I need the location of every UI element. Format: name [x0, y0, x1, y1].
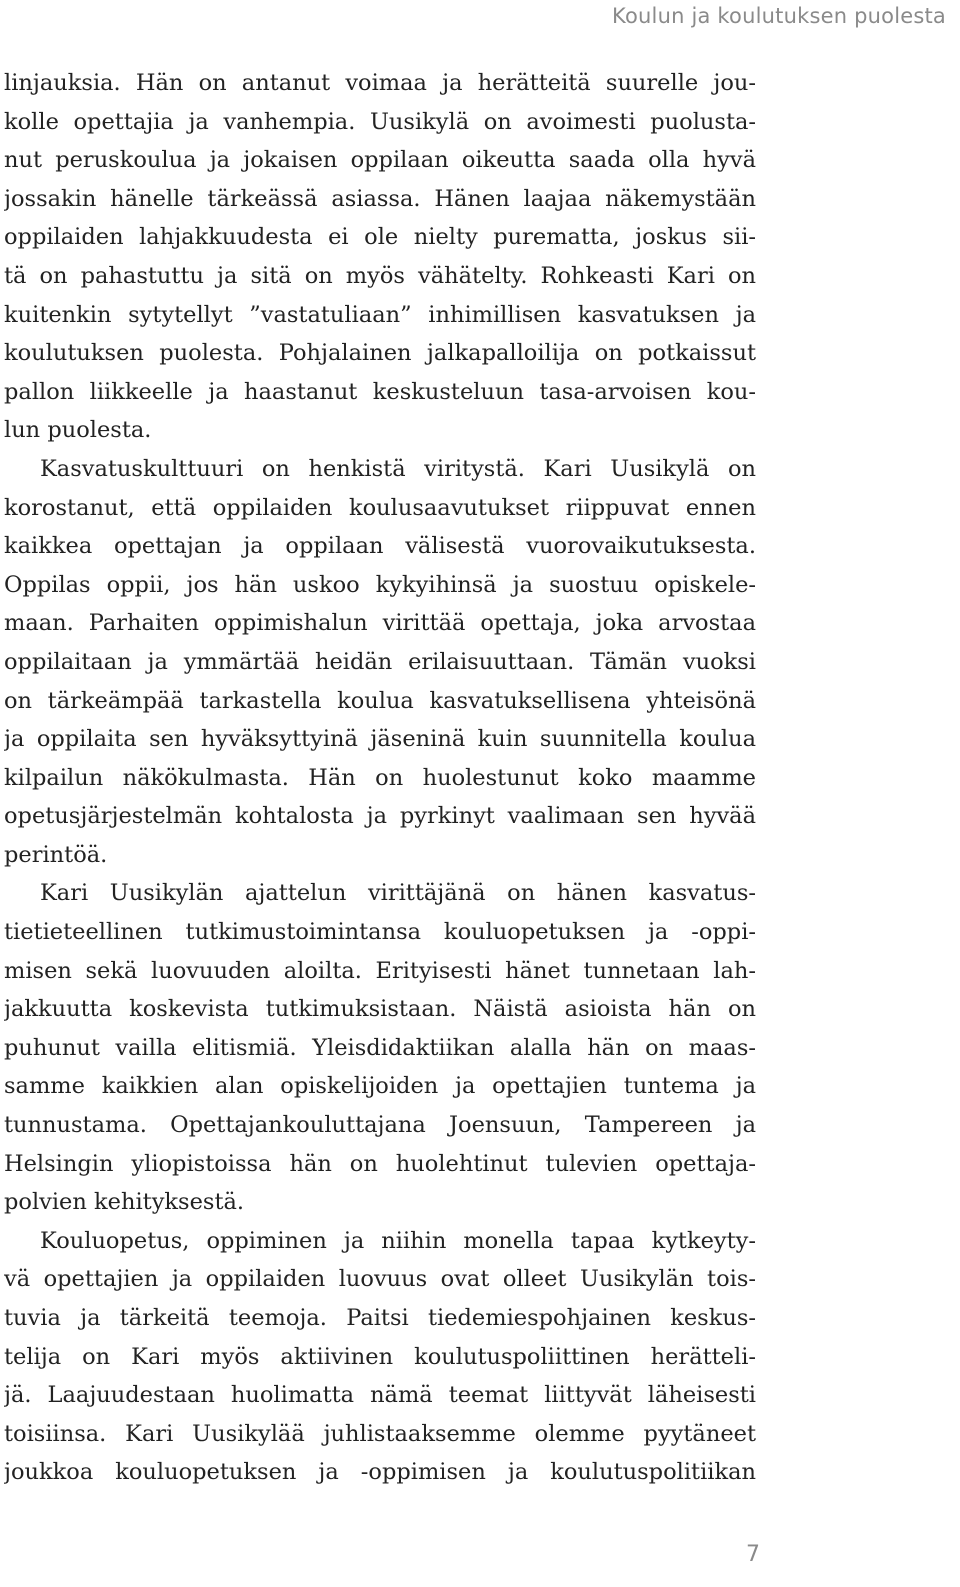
text-line: telija on Kari myös aktiivinen koulutuspoliittinen herätteli-: [4, 1343, 756, 1370]
text-line: Kasvatuskulttuuri on henkistä viritystä. Kari Uusikylä on: [40, 455, 756, 482]
text-line: tunnustama. Opettajankouluttajana Joensuun, Tampereen ja: [4, 1112, 756, 1139]
text-line: nut peruskoulua ja jokaisen oppilaan oikeutta saada olla hyvä: [4, 147, 756, 174]
text-line: pallon liikkeelle ja haastanut keskusteluun tasa-arvoisen kou-: [4, 378, 756, 405]
text-line: puhunut vailla elitismiä. Yleisdidaktiikan alalla hän on maas-: [4, 1034, 756, 1061]
text-line: polvien kehityksestä.: [4, 1189, 245, 1216]
body-text: [4, 64, 756, 1492]
text-line: kolle opettajia ja vanhempia. Uusikylä on avoimesti puolusta-: [4, 108, 756, 135]
text-line: joukkoa kouluopetuksen ja -oppimisen ja koulutuspolitiikan: [4, 1459, 756, 1486]
text-line: oppilaitaan ja ymmärtää heidän erilaisuuttaan. Tämän vuoksi: [4, 648, 756, 675]
text-line: perintöä.: [4, 841, 108, 868]
text-line: Helsingin yliopistoissa hän on huolehtinut tulevien opettaja-: [4, 1150, 756, 1177]
text-line: opetusjärjestelmän kohtalosta ja pyrkinyt vaalimaan sen hyvää: [4, 803, 756, 830]
text-line: misen sekä luovuuden aloilta. Erityisesti hänet tunnetaan lah-: [4, 957, 756, 984]
page-number: 7: [746, 1542, 760, 1567]
text-line: kaikkea opettajan ja oppilaan välisestä vuorovaikutuksesta.: [4, 533, 756, 560]
text-line: jossakin hänelle tärkeässä asiassa. Hänen laajaa näkemystään: [4, 185, 756, 212]
text-line: linjauksia. Hän on antanut voimaa ja herätteitä suurelle jou-: [4, 70, 756, 96]
text-line: tuvia ja tärkeitä teemoja. Paitsi tiedemiespohjainen keskus-: [4, 1305, 756, 1331]
text-line: tä on pahastuttu ja sitä on myös vähätelty. Rohkeasti Kari on: [4, 262, 756, 289]
text-line: tietieteellinen tutkimustoimintansa kouluopetuksen ja -oppi-: [4, 919, 756, 946]
text-line: ja oppilaita sen hyväksyttyinä jäseninä kuin suunnitella koulua: [4, 726, 756, 753]
text-line: jä. Laajuudestaan huolimatta nämä teemat liittyvät läheisesti: [4, 1382, 756, 1409]
text-line: oppilaiden lahjakkuudesta ei ole nielty purematta, joskus sii-: [4, 224, 756, 251]
text-line: on tärkeämpää tarkastella koulua kasvatuksellisena yhteisönä: [4, 687, 756, 714]
text-line: korostanut, että oppilaiden koulusaavutukset riippuvat ennen: [4, 494, 756, 521]
text-line: lun puolesta.: [4, 417, 152, 444]
text-line: Kari Uusikylän ajattelun virittäjänä on hänen kasvatus-: [40, 880, 756, 907]
text-line: Kouluopetus, oppiminen ja niihin monella tapaa kytkeyty-: [40, 1227, 756, 1254]
text-line: maan. Parhaiten oppimishalun virittää opettaja, joka arvostaa: [4, 610, 756, 637]
text-line: samme kaikkien alan opiskelijoiden ja opettajien tuntema ja: [4, 1073, 756, 1100]
text-line: Oppilas oppii, jos hän uskoo kykyihinsä ja suostuu opiskele-: [4, 571, 756, 598]
text-line: jakkuutta koskevista tutkimuksistaan. Näistä asioista hän on: [4, 996, 756, 1023]
running-header: Koulun ja koulutuksen puolesta: [612, 4, 946, 28]
text-line: vä opettajien ja oppilaiden luovuus ovat olleet Uusikylän tois-: [4, 1266, 756, 1293]
text-line: toisiinsa. Kari Uusikylää juhlistaaksemme olemme pyytäneet: [4, 1420, 756, 1447]
text-line: kuitenkin sytytellyt ”vastatuliaan” inhimillisen kasvatuksen ja: [4, 301, 756, 328]
text-line: kilpailun näkökulmasta. Hän on huolestunut koko maamme: [4, 764, 756, 791]
text-line: koulutuksen puolesta. Pohjalainen jalkapalloilija on potkaissut: [4, 340, 756, 367]
